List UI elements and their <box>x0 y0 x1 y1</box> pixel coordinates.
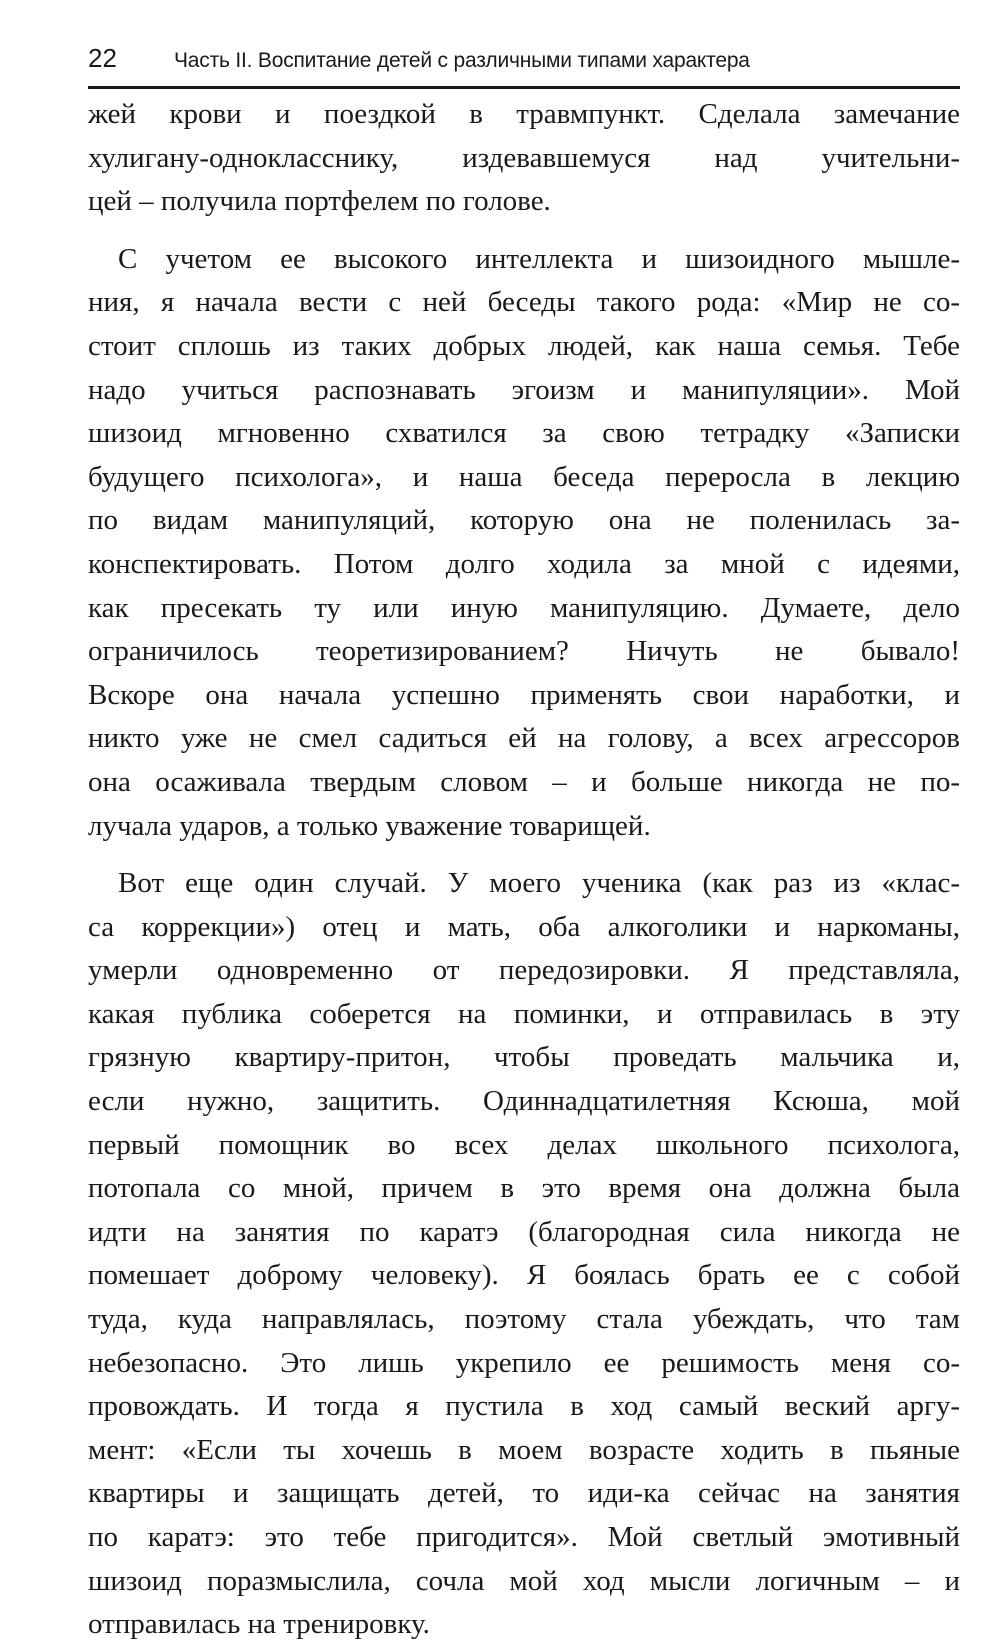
text-line: цей – получила портфелем по голове. <box>88 185 551 218</box>
text-line: ния, я начала вести с ней беседы такого рода: «Мир не со- <box>88 286 960 319</box>
text-line: жей крови и поездкой в травмпункт. Сделала замечание <box>88 98 960 130</box>
paragraph <box>88 238 960 848</box>
text-line: идти на занятия по каратэ (благородная сила никогда не <box>88 1215 960 1248</box>
text-line: помешает доброму человеку). Я боялась брать ее с собой <box>88 1259 960 1292</box>
text-line: Вот еще один случай. У моего ученика (как раз из «клас- <box>118 867 960 900</box>
text-line: умерли одновременно от передозировки. Я представляла, <box>88 954 960 987</box>
text-line: грязную квартиру-притон, чтобы проведать мальчика и, <box>88 1041 960 1074</box>
paragraph-gap <box>88 848 960 862</box>
paragraph <box>88 862 960 1647</box>
text-line: туда, куда направлялась, поэтому стала убеждать, что там <box>88 1303 960 1336</box>
text-line: никто уже не смел садиться ей на голову, а всех агрессоров <box>88 722 960 755</box>
text-line: она осаживала твердым словом – и больше никогда не по- <box>88 765 960 798</box>
text-line: по видам манипуляций, которую она не поленилась за- <box>88 504 960 537</box>
text-line: мент: «Если ты хочешь в моем возрасте ходить в пьяные <box>88 1433 960 1466</box>
text-line: потопала со мной, причем в это время она должна была <box>88 1172 960 1205</box>
text-line: шизоид поразмыслила, сочла мой ход мысли логичным – и <box>88 1564 960 1597</box>
body-text <box>88 93 960 1647</box>
text-line: как пресекать ту или иную манипуляцию. Думаете, дело <box>88 591 960 624</box>
text-line: С учетом ее высокого интеллекта и шизоидного мышле- <box>118 242 960 275</box>
text-line: надо учиться распознавать эгоизм и манипуляции». Мой <box>88 373 960 406</box>
text-line: квартиры и защищать детей, то иди-ка сейчас на занятия <box>88 1477 960 1510</box>
text-line: стоит сплошь из таких добрых людей, как наша семья. Тебе <box>88 329 960 362</box>
text-line: ограничилось теоретизированием? Ничуть не бывало! <box>88 635 960 668</box>
text-line: будущего психолога», и наша беседа переросла в лекцию <box>88 460 960 493</box>
text-line: са коррекции») отец и мать, оба алкоголики и наркоманы, <box>88 910 960 943</box>
text-line: отправилась на тренировку. <box>88 1608 430 1641</box>
text-line: первый помощник во всех делах школьного психолога, <box>88 1128 960 1161</box>
text-line: лучала ударов, а только уважение товарищей. <box>88 809 651 842</box>
text-line: шизоид мгновенно схватился за свою тетрадку «Записки <box>88 417 960 450</box>
chapter-title: Часть II. Воспитание детей с различными типами характера <box>174 49 750 72</box>
running-header <box>88 40 960 89</box>
book-page <box>88 40 960 1647</box>
paragraph-gap <box>88 224 960 238</box>
text-line: провождать. И тогда я пустила в ход самый веский аргу- <box>88 1390 960 1423</box>
paragraph <box>88 93 960 224</box>
text-line: небезопасно. Это лишь укрепило ее решимость меня со- <box>88 1346 960 1379</box>
text-line: конспектировать. Потом долго ходила за мной с идеями, <box>88 547 960 580</box>
text-line: если нужно, защитить. Одиннадцатилетняя Ксюша, мой <box>88 1085 960 1118</box>
text-line: Вскоре она начала успешно применять свои наработки, и <box>88 678 960 711</box>
text-line: какая публика соберется на поминки, и отправилась в эту <box>88 997 960 1030</box>
text-line: по каратэ: это тебе пригодится». Мой светлый эмотивный <box>88 1521 960 1553</box>
text-line: хулигану-однокласснику, издевавшемуся над учительни- <box>88 141 960 174</box>
page-number: 22 <box>88 43 117 73</box>
